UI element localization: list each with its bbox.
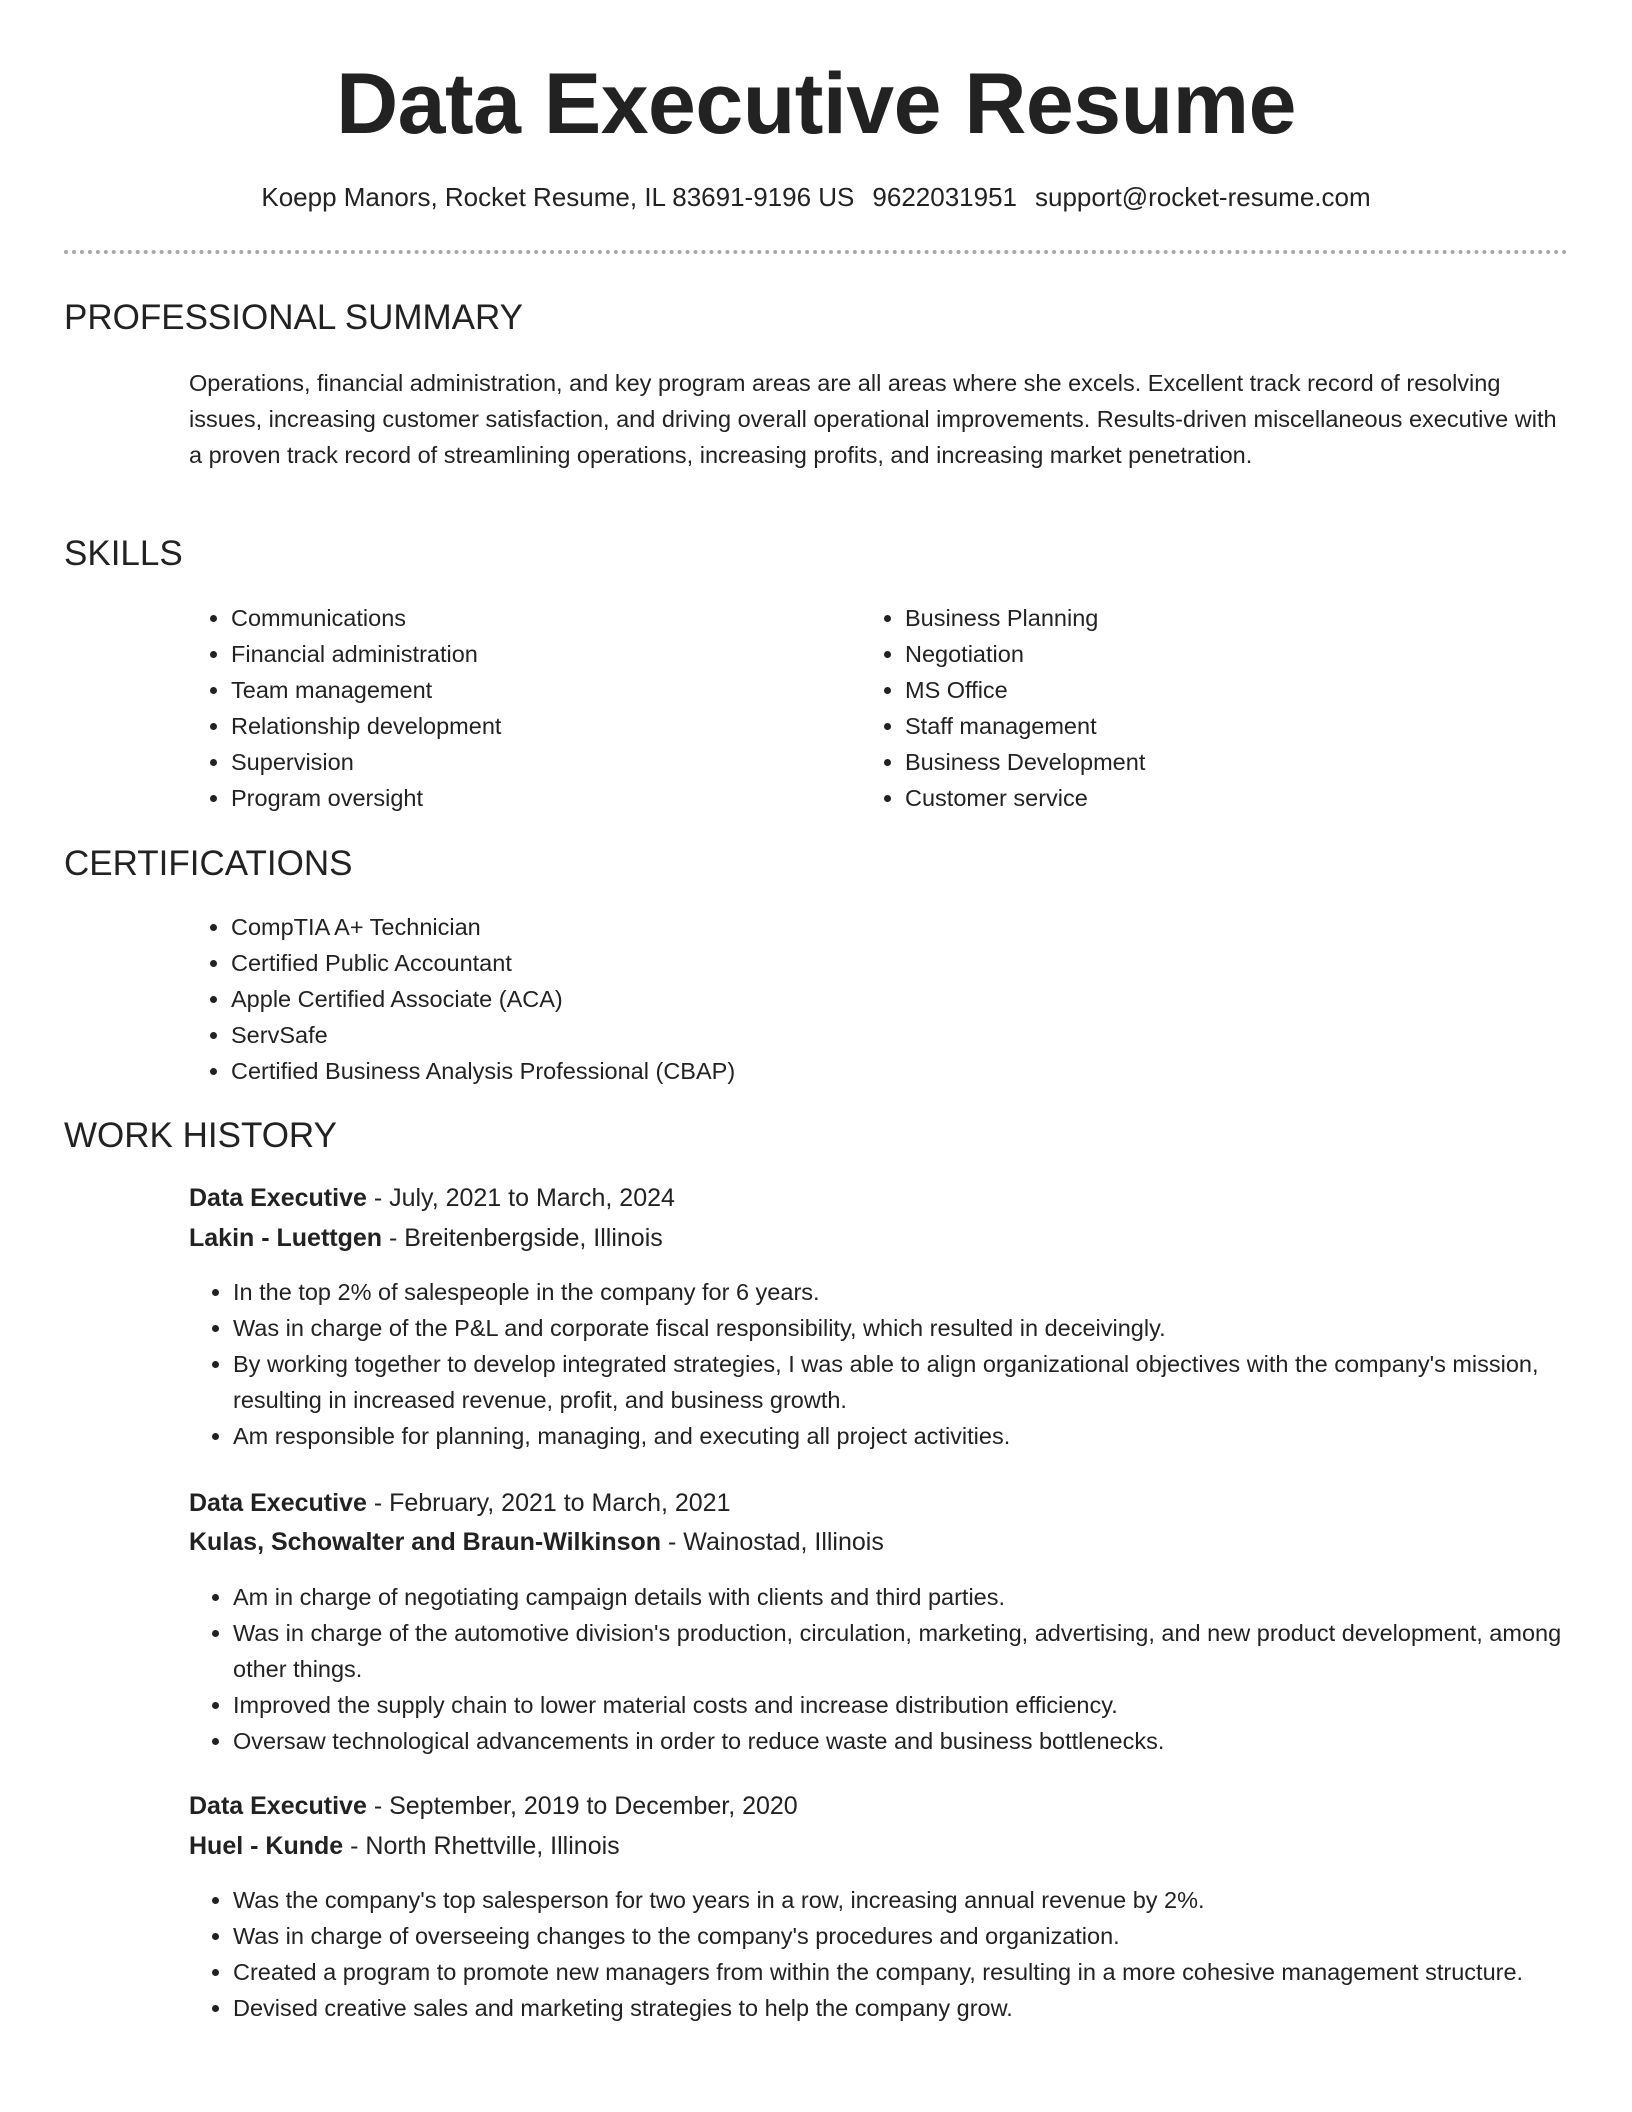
job-title-line bbox=[189, 1485, 731, 1521]
list-item: • ServSafe bbox=[231, 1017, 1431, 1053]
job-company: Kulas, Schowalter and Braun-Wilkinson bbox=[189, 1528, 662, 1556]
list-item: • Certified Business Analysis Professional (CBAP) bbox=[231, 1053, 1431, 1089]
list-item: • Am responsible for planning, managing, and executing all project activities. bbox=[233, 1418, 1613, 1454]
list-item: • Devised creative sales and marketing strategies to help the company grow. bbox=[233, 1990, 1613, 2026]
job-title: Data Executive bbox=[189, 1792, 367, 1820]
skills-list-right bbox=[861, 600, 1505, 816]
summary-text: Operations, financial administration, and key program areas are all areas where she excels. Excellent track record of resolving issues, increasing customer satisfaction, and driving overall operational improvements. Results-driven miscellaneous executive with a proven track record of streamlining operations, increasing profits, and increasing market penetration. bbox=[189, 370, 1557, 468]
list-item: • Customer service bbox=[905, 780, 1505, 816]
list-item: • Was in charge of the automotive division's production, circulation, marketing, advertising, and new product development, among other things. bbox=[233, 1615, 1613, 1687]
list-item: • Am in charge of negotiating campaign details with clients and third parties. bbox=[233, 1579, 1613, 1615]
list-item: • Team management bbox=[231, 672, 831, 708]
work-history-heading: WORK HISTORY bbox=[64, 1116, 337, 1155]
certifications-heading: CERTIFICATIONS bbox=[64, 844, 353, 883]
job-company: Lakin - Luettgen bbox=[189, 1224, 383, 1252]
job-title: Data Executive bbox=[189, 1489, 367, 1517]
list-item: • MS Office bbox=[905, 672, 1505, 708]
certifications-list bbox=[187, 909, 1431, 1089]
job-dates: - September, 2019 to December, 2020 bbox=[366, 1792, 798, 1820]
list-item: • Program oversight bbox=[231, 780, 831, 816]
list-item: • Negotiation bbox=[905, 636, 1505, 672]
list-item: • Was the company's top salesperson for two years in a row, increasing annual revenue by 2%. bbox=[233, 1882, 1613, 1918]
list-item: • Financial administration bbox=[231, 636, 831, 672]
skills-list-left bbox=[187, 600, 831, 816]
job-bullets bbox=[189, 1274, 1613, 1454]
list-item: • Business Development bbox=[905, 744, 1505, 780]
contact-phone: 9622031951 bbox=[872, 182, 1018, 212]
list-item: • Was in charge of overseeing changes to the company's procedures and organization. bbox=[233, 1918, 1613, 1954]
job-company-line bbox=[189, 1828, 620, 1864]
contact-email: support@rocket-resume.com bbox=[1035, 182, 1371, 212]
list-item: • Oversaw technological advancements in order to reduce waste and business bottlenecks. bbox=[233, 1723, 1613, 1759]
job-title-line bbox=[189, 1788, 798, 1824]
job-company-line bbox=[189, 1220, 663, 1256]
contact-line bbox=[0, 180, 1632, 214]
list-item: • Was in charge of the P&L and corporate fiscal responsibility, which resulted in deceivingly. bbox=[233, 1310, 1613, 1346]
list-item: • CompTIA A+ Technician bbox=[231, 909, 1431, 945]
list-item: • Certified Public Accountant bbox=[231, 945, 1431, 981]
list-item: • Relationship development bbox=[231, 708, 831, 744]
list-item: • Business Planning bbox=[905, 600, 1505, 636]
job-title-line bbox=[189, 1180, 675, 1216]
job-company: Huel - Kunde bbox=[189, 1832, 344, 1860]
job-location: - Wainostad, Illinois bbox=[661, 1528, 884, 1556]
job-bullets bbox=[189, 1579, 1613, 1759]
list-item: • Staff management bbox=[905, 708, 1505, 744]
job-location: - North Rhettville, Illinois bbox=[343, 1832, 620, 1860]
job-dates: - February, 2021 to March, 2021 bbox=[366, 1489, 731, 1517]
job-bullets bbox=[189, 1882, 1613, 2026]
skills-heading: SKILLS bbox=[64, 534, 183, 573]
list-item: • By working together to develop integrated strategies, I was able to align organizational objectives with the company's mission, resulting in increased revenue, profit, and business growth. bbox=[233, 1346, 1613, 1418]
list-item: • Communications bbox=[231, 600, 831, 636]
list-item: • Apple Certified Associate (ACA) bbox=[231, 981, 1431, 1017]
header-divider bbox=[64, 250, 1568, 254]
list-item: • Created a program to promote new managers from within the company, resulting in a more cohesive management structure. bbox=[233, 1954, 1613, 1990]
job-location: - Breitenbergside, Illinois bbox=[382, 1224, 663, 1252]
list-item: • Improved the supply chain to lower material costs and increase distribution efficiency. bbox=[233, 1687, 1613, 1723]
job-title: Data Executive bbox=[189, 1184, 367, 1212]
list-item: • Supervision bbox=[231, 744, 831, 780]
contact-address: Koepp Manors, Rocket Resume, IL 83691-9196 US bbox=[261, 182, 855, 212]
job-company-line bbox=[189, 1524, 884, 1560]
summary-heading: PROFESSIONAL SUMMARY bbox=[64, 298, 523, 337]
job-dates: - July, 2021 to March, 2024 bbox=[366, 1184, 675, 1212]
list-item: • In the top 2% of salespeople in the company for 6 years. bbox=[233, 1274, 1613, 1310]
page-title: Data Executive Resume bbox=[336, 56, 1296, 152]
